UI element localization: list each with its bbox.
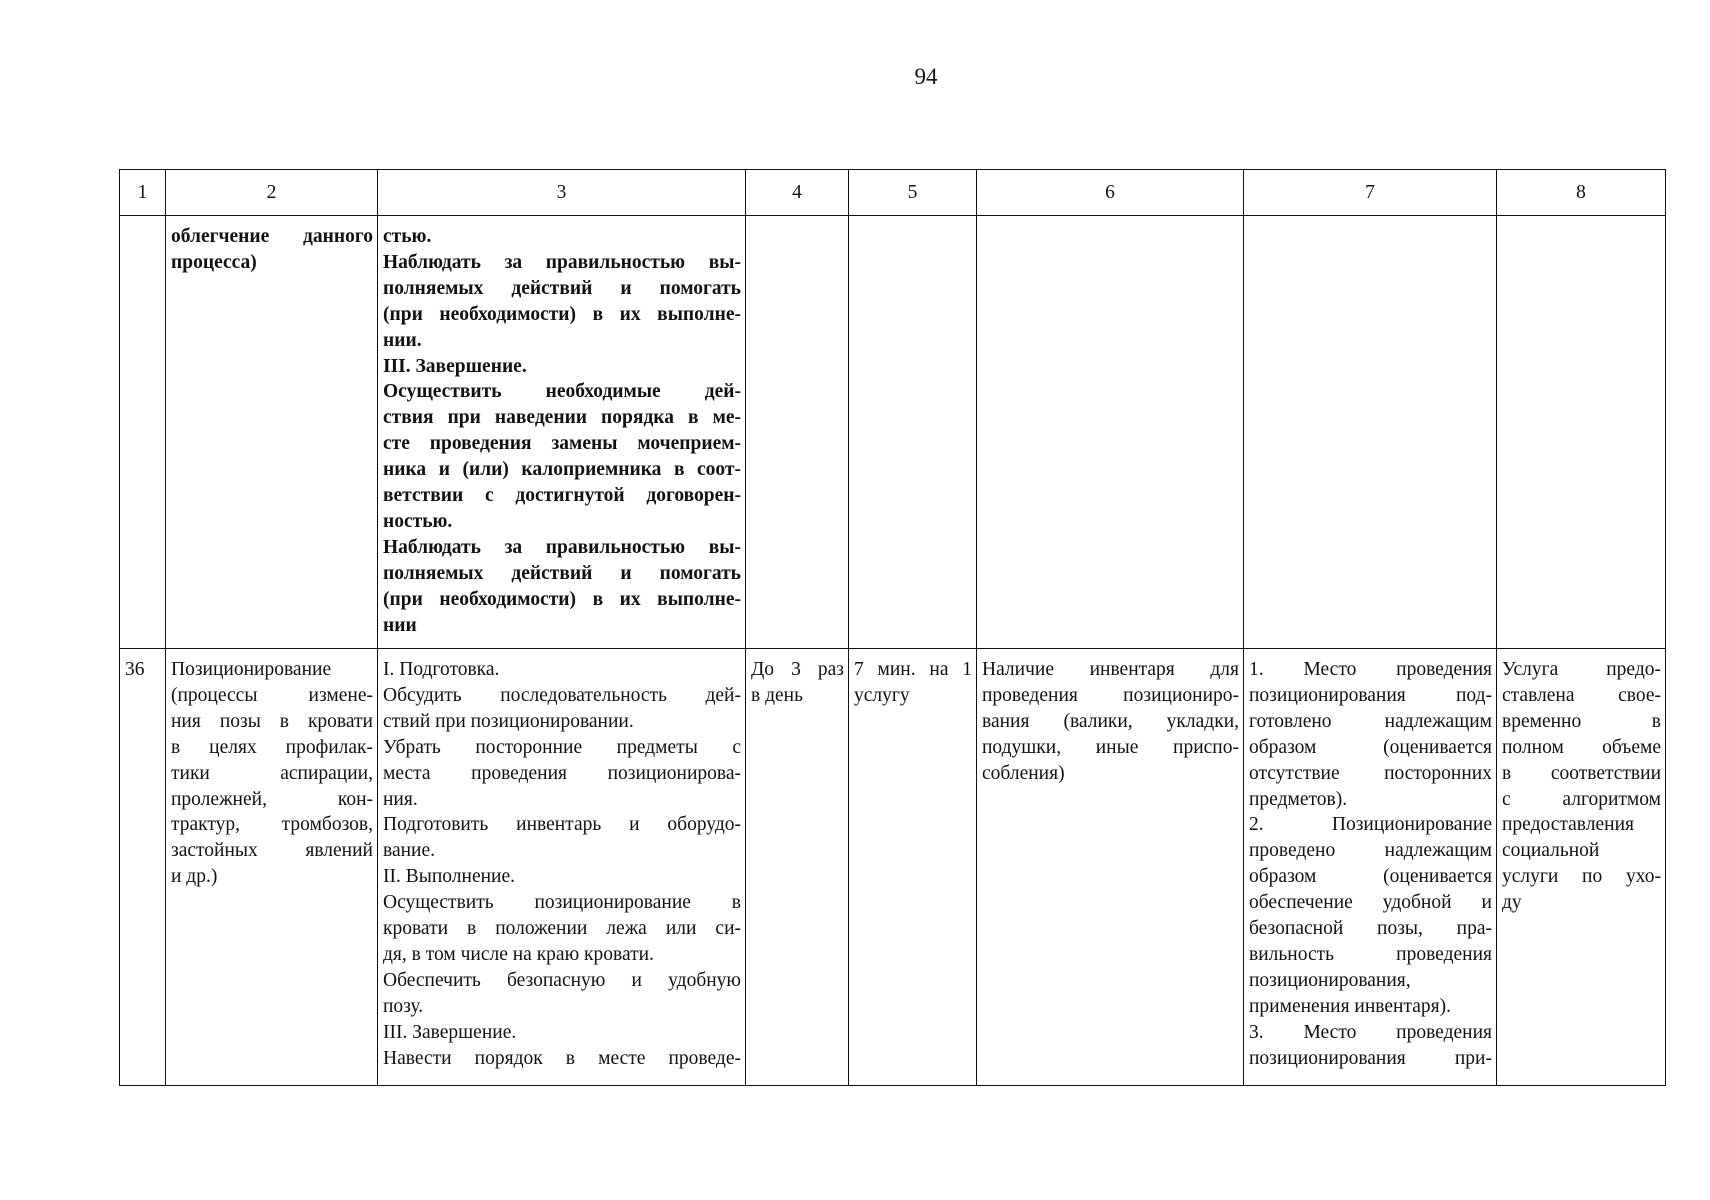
cell-line: 2. Позиционирование xyxy=(1249,814,1492,836)
cell-description xyxy=(378,216,746,649)
cell-line: застойных явлений xyxy=(171,840,373,862)
cell-line: в целях профилак- xyxy=(171,736,373,758)
cell-line: I. Подготовка. xyxy=(383,659,500,680)
cell-line: Позиционирование xyxy=(171,659,332,680)
cell-line: позиционирования под- xyxy=(1249,684,1492,706)
cell-line: и др.) xyxy=(171,866,218,888)
cell-line: услуги по ухо- xyxy=(1502,866,1661,888)
cell-line: ветствии с достигнутой договорен- xyxy=(383,485,741,507)
cell-line: III. Завершение. xyxy=(383,355,527,377)
cell-line: (процессы измене- xyxy=(171,684,373,706)
cell-conditions xyxy=(977,649,1244,1086)
header-cell: 5 xyxy=(849,170,977,216)
cell-line: Осуществить необходимые дей- xyxy=(383,381,741,403)
header-cell: 1 xyxy=(120,170,166,216)
cell-line: обеспечение удобной и xyxy=(1249,892,1492,914)
cell-line: Подготовить инвентарь и оборудо- xyxy=(383,814,741,836)
cell-line: ствий при позиционировании. xyxy=(383,710,634,732)
cell-conditions xyxy=(977,216,1244,649)
cell-duration xyxy=(849,649,977,1086)
cell-line: ностью. xyxy=(383,510,453,532)
cell-line: Убрать посторонние предметы с xyxy=(383,736,741,758)
header-cell: 4 xyxy=(746,170,849,216)
cell-line: предметов). xyxy=(1249,788,1348,810)
cell-line: Навести порядок в месте проведе- xyxy=(383,1047,741,1069)
header-cell: 8 xyxy=(1497,170,1666,216)
cell-line: облегчение данного xyxy=(171,226,373,247)
cell-line: III. Завершение. xyxy=(383,1021,517,1043)
cell-line: Обсудить последовательность дей- xyxy=(383,684,741,706)
cell-line: До 3 раз xyxy=(751,659,844,680)
cell-line: предоставления xyxy=(1502,814,1634,836)
cell-line: ния. xyxy=(383,788,418,810)
cell-line: трактур, тромбозов, xyxy=(171,814,373,836)
header-cell: 6 xyxy=(977,170,1244,216)
cell-line: (при необходимости) в их выполне- xyxy=(383,303,741,325)
header-row xyxy=(120,170,1666,216)
cell-line: временно в xyxy=(1502,710,1661,732)
cell-line: 7 мин. на 1 xyxy=(854,659,972,680)
cell-line: образом (оценивается xyxy=(1249,866,1492,888)
cell-line: социальной xyxy=(1502,840,1600,862)
cell-line: образом (оценивается xyxy=(1249,736,1492,758)
cell-service-name xyxy=(166,649,378,1086)
cell-line: вание. xyxy=(383,840,436,862)
cell-line: позиционирования, xyxy=(1249,969,1411,991)
cell-line: готовлено надлежащим xyxy=(1249,710,1492,732)
cell-frequency xyxy=(746,649,849,1086)
cell-line: места проведения позиционирова- xyxy=(383,762,741,784)
cell-line: процесса) xyxy=(171,251,257,273)
cell-line: Осуществить позиционирование в xyxy=(383,892,741,914)
cell-line: нии. xyxy=(383,329,422,351)
cell-line: Наблюдать за правильностью вы- xyxy=(383,536,741,558)
cell-line: полняемых действий и помогать xyxy=(383,277,741,299)
cell-evaluation xyxy=(1497,216,1666,649)
cell-line: с алгоритмом xyxy=(1502,788,1661,810)
cell-number xyxy=(120,649,166,1086)
cell-quality-indicators xyxy=(1244,649,1497,1086)
cell-line: в соответствии xyxy=(1502,762,1661,784)
header-cell: 7 xyxy=(1244,170,1497,216)
cell-evaluation xyxy=(1497,649,1666,1086)
cell-quality-indicators xyxy=(1244,216,1497,649)
cell-line: кровати в положении лежа или си- xyxy=(383,918,741,940)
cell-line: II. Выполнение. xyxy=(383,866,515,888)
cell-frequency xyxy=(746,216,849,649)
cell-line: тики аспирации, xyxy=(171,762,373,784)
cell-line: 36 xyxy=(125,659,145,680)
cell-line: Наблюдать за правильностью вы- xyxy=(383,251,741,273)
page-number: 94 xyxy=(914,64,938,89)
cell-line: стью. xyxy=(383,226,432,247)
cell-line: Услуга предо- xyxy=(1502,659,1661,680)
cell-line: нии xyxy=(383,614,417,636)
services-table xyxy=(119,169,1666,1086)
table-row xyxy=(120,649,1666,1086)
cell-line: собления) xyxy=(982,762,1065,784)
cell-line: ника и (или) калоприемника в соот- xyxy=(383,459,741,481)
cell-line: дя, в том числе на краю кровати. xyxy=(383,943,654,965)
cell-line: проведения позициониро- xyxy=(982,684,1239,706)
cell-line: полняемых действий и помогать xyxy=(383,562,741,584)
cell-line: полном объеме xyxy=(1502,736,1661,758)
cell-line: ния позы в кровати xyxy=(171,710,373,732)
cell-service-name xyxy=(166,216,378,649)
cell-line: ствия при наведении порядка в ме- xyxy=(383,407,741,429)
cell-line: безопасной позы, пра- xyxy=(1249,918,1492,940)
cell-description xyxy=(378,649,746,1086)
cell-line: 3. Место проведения xyxy=(1249,1021,1492,1043)
cell-line: в день xyxy=(751,684,803,706)
cell-duration xyxy=(849,216,977,649)
header-cell: 3 xyxy=(378,170,746,216)
header-cell: 2 xyxy=(166,170,378,216)
cell-line: позиционирования при- xyxy=(1249,1047,1492,1069)
cell-line: ду xyxy=(1502,892,1522,914)
cell-line: ставлена свое- xyxy=(1502,684,1661,706)
cell-line: Обеспечить безопасную и удобную xyxy=(383,969,741,991)
cell-number xyxy=(120,216,166,649)
cell-line: Наличие инвентаря для xyxy=(982,659,1239,680)
cell-line: 1. Место проведения xyxy=(1249,659,1492,680)
cell-line: подушки, иные приспо- xyxy=(982,736,1239,758)
cell-line: позу. xyxy=(383,995,424,1017)
cell-line: отсутствие посторонних xyxy=(1249,762,1492,784)
table-row xyxy=(120,216,1666,649)
cell-line: проведено надлежащим xyxy=(1249,840,1492,862)
cell-line: вильность проведения xyxy=(1249,943,1492,965)
cell-line: вания (валики, укладки, xyxy=(982,710,1239,732)
cell-line: (при необходимости) в их выполне- xyxy=(383,588,741,610)
cell-line: услугу xyxy=(854,684,910,706)
cell-line: пролежней, кон- xyxy=(171,788,373,810)
cell-line: сте проведения замены мочеприем- xyxy=(383,433,741,455)
cell-line: применения инвентаря). xyxy=(1249,995,1451,1017)
